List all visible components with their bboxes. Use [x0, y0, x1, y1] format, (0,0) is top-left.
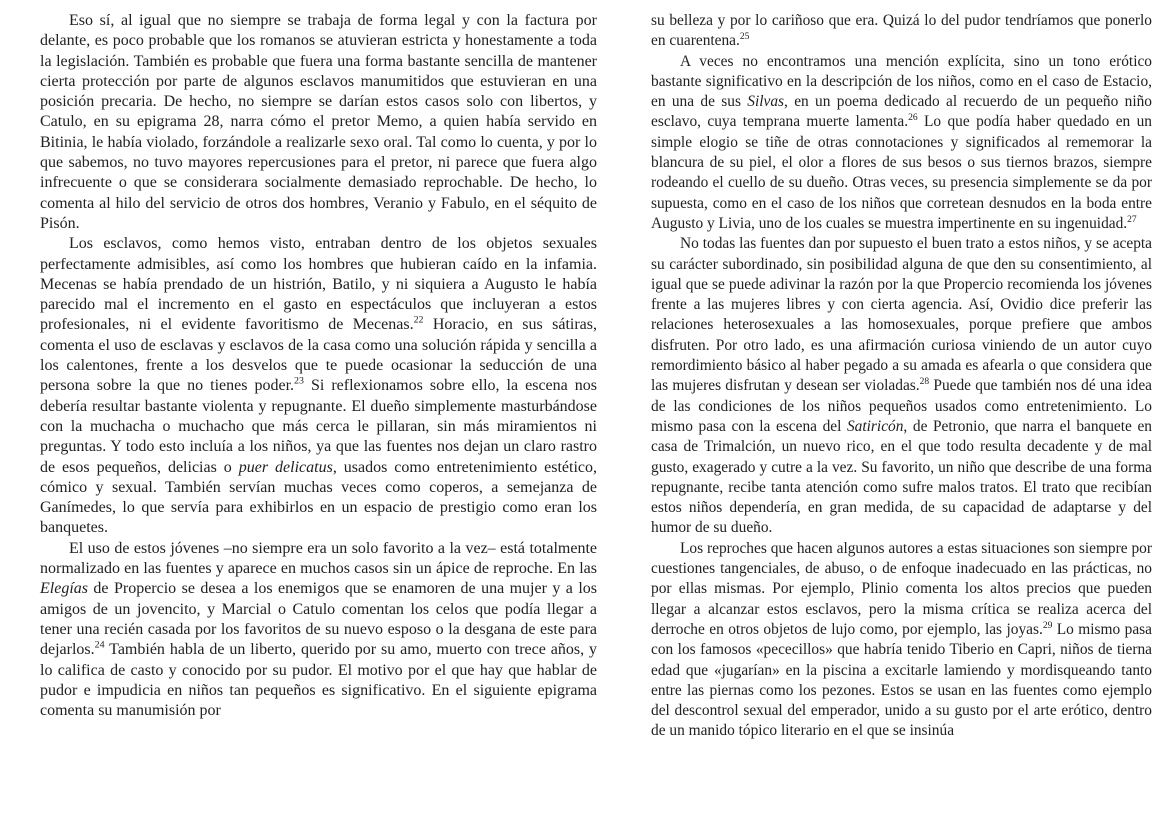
text-run: , en un poema dedicado al recuerdo de un pequeño niño esclavo, cuya temprana muerte lamenta.	[651, 93, 1153, 131]
text-run: No todas las fuentes dan por supuesto el buen trato a estos niños, y se acepta su carácter subordinado, sin posibilidad alguna de que den su consentimiento, al igual que se puede adivinar la razón por la que Propercio recomienda los jóvenes frente a las mujeres libres y con cierta agencia. Así, Ovidio dice preferir las relaciones heterosexuales a las homosexuales, porque prefiere que ambos disfruten. Por otro lado, es una afirmación curiosa viniendo de un autor cuyo remordimiento básico al haber pegado a su amada es afearla o que considera que las mujeres disfrutan y desean ser violadas.	[651, 235, 1152, 395]
italic-text-run: Silvas	[747, 93, 785, 111]
paragraph	[651, 11, 1152, 52]
text-run: A veces no encontramos una mención explícita, sino un tono erótico bastante significativo en la descripción de los niños, como en el caso de Estacio, en una de sus	[651, 52, 1152, 111]
text-run: Lo mismo pasa con los famosos «pececillos» que habría tenido Tiberio en Capri, niños de tierna edad que «jugarían» en la piscina a excitarle lamiendo y mordisqueando tanto entre las piernas como los pezones. Estos se usan en las fuentes como ejemplo del descontrol sexual del emperador, unido a su gusto por el arte erótico, dentro de un manido tópico literario en el que se insinúa	[651, 620, 1152, 740]
footnote-reference: 22	[413, 315, 424, 327]
footnote-reference: 29	[1042, 619, 1053, 631]
footnote-reference: 23	[294, 376, 304, 388]
text-run: Eso sí, al igual que no siempre se trabaja de forma legal y con la factura por delante, es poco probable que los romanos se atuvieran estricta y honestamente a toda la legislación. También es probable que fuera una forma bastante sencilla de mantener cierta protección por parte de algunos esclavos manumitidos que estuvieran en una posición precaria. De hecho, no siempre se darían estos casos solo con libertos, y Catulo, en su epigrama 28, narra cómo el pretor Memo, a quien había servido en Bitinia, le había violado, forzándole a realizarle sexo oral. Tal como lo cuenta, y por lo que sabemos, no tuvo mayores repercusiones para el pretor, ni parece que fuera algo infrecuente o que se considerara socialmente demasiado reprochable. De hecho, lo comenta al hilo del servicio de otros dos hombres, Veranio y Fabulo, en el séquito de Pisón.	[40, 12, 597, 232]
text-run: Los reproches que hacen algunos autores a estas situaciones son siempre por cuestiones tangenciales, de abuso, o de enfoque inadecuado en las prácticas, no por ellas mismas. Por ejemplo, Plinio comenta los altos precios que pueden llegar a alcanzar estos esclavos, pero la misma crítica se realiza acerca del derroche en otros objetos de lujo como, por ejemplo, las joyas.	[651, 539, 1152, 638]
text-run: Lo que podía haber quedado en un simple elogio se tiñe de otras connotaciones y significados al rememorar la blancura de su piel, el olor a flores de sus besos o sus tiernos brazos, siempre rodeando el cuello de su dueño. Otras veces, su presencia simplemente se da por supuesta, como en el caso de los niños que corretean desnudos en la boda entre Augusto y Livia, uno de los cuales se muestra impertinente en su ingenuidad.	[651, 113, 1152, 232]
paragraph	[40, 11, 597, 234]
paragraph	[40, 234, 597, 538]
paragraph	[651, 234, 1152, 538]
text-run: Puede que también nos dé una idea de las condiciones de los niños pequeños usados como entretenimiento. Lo mismo pasa con la escena del	[651, 377, 1153, 435]
paragraph	[40, 539, 597, 722]
text-run: Los esclavos, como hemos visto, entraban dentro de los objetos sexuales perfectamente admisibles, así como los hombres que hubieran caído en la infamia. Mecenas se había prendado de un histrión, Batilo, y ni siquiera a Augusto le había parecido mal el incremento en el gasto en espectáculos que incluyeran a estos profesionales, ni el evidente favoritismo de Mecenas.	[40, 235, 597, 334]
italic-text-run: Elegías	[40, 580, 88, 598]
text-run: , usados como entretenimiento estético, cómico y sexual. También servían muchas veces como coperos, a semejanza de Ganímedes, lo que servía para exhibirlos en un espacio de prestigio como eran los banquetes.	[40, 458, 598, 537]
text-run: También habla de un liberto, querido por su amo, muerto con trece años, y lo califica de casto y conocido por su pudor. El motivo por el que hay que hablar de pudor e impudicia en niños tan pequeños es significativo. En el siguiente epigrama comenta su manumisión por	[40, 641, 597, 720]
text-run: su belleza y por lo cariñoso que era. Quizá lo del pudor tendríamos que ponerlo en cuarentena.	[651, 12, 1152, 50]
text-run: de Propercio se desea a los enemigos que se enamoren de una mujer y a los amigos de un jovencito, y Marcial o Catulo comentan los celos que podía llegar a tener una recién casada por los favoritos de su nuevo esposo o la desgana de este para dejarlos.	[40, 580, 597, 659]
footnote-reference: 25	[739, 31, 750, 43]
footnote-reference: 27	[1127, 213, 1137, 225]
italic-text-run: Satiricón	[846, 417, 904, 435]
paragraph	[651, 539, 1152, 742]
text-run: , de Petronio, que narra el banquete en casa de Trimalción, un nuevo rico, en el que todo resulta decadente y de mal gusto, exagerado y cutre a la vez. Su favorito, un niño que describe de una forma repugnante, recibe tanta atención como sufre malos tratos. El trato que recibían estos niños dependería, en gran medida, de su capacidad de adaptarse y del humor de su dueño.	[651, 417, 1152, 537]
right-page-text-column	[651, 11, 1152, 742]
footnote-reference: 26	[908, 112, 918, 124]
footnote-reference: 24	[94, 639, 105, 651]
text-run: Si reflexionamos sobre ello, la escena nos debería resultar bastante violenta y repugnante. El dueño simplemente masturbándose con la muchacha o muchacho que más cerca le pillaran, sin más miramientos ni preguntas. Y todo esto incluía a los niños, ya que las fuentes nos dejan un claro rastro de esos pequeños, delicias o	[40, 377, 598, 476]
italic-text-run: puer delicatus	[238, 458, 333, 476]
footnote-reference: 28	[919, 376, 930, 388]
paragraph	[651, 52, 1152, 235]
left-page-text-column	[40, 11, 597, 721]
text-run: Horacio, en sus sátiras, comenta el uso de esclavas y esclavos de la casa como una solución rápida y sencilla a los calentones, frente a los desvelos que te puede ocasionar la seducción de una persona sobre la que no tienes poder.	[40, 316, 597, 395]
text-run: El uso de estos jóvenes –no siempre era un solo favorito a la vez– está totalmente normalizado en las fuentes y aparece en muchos casos sin un ápice de reproche. En las	[40, 539, 597, 578]
